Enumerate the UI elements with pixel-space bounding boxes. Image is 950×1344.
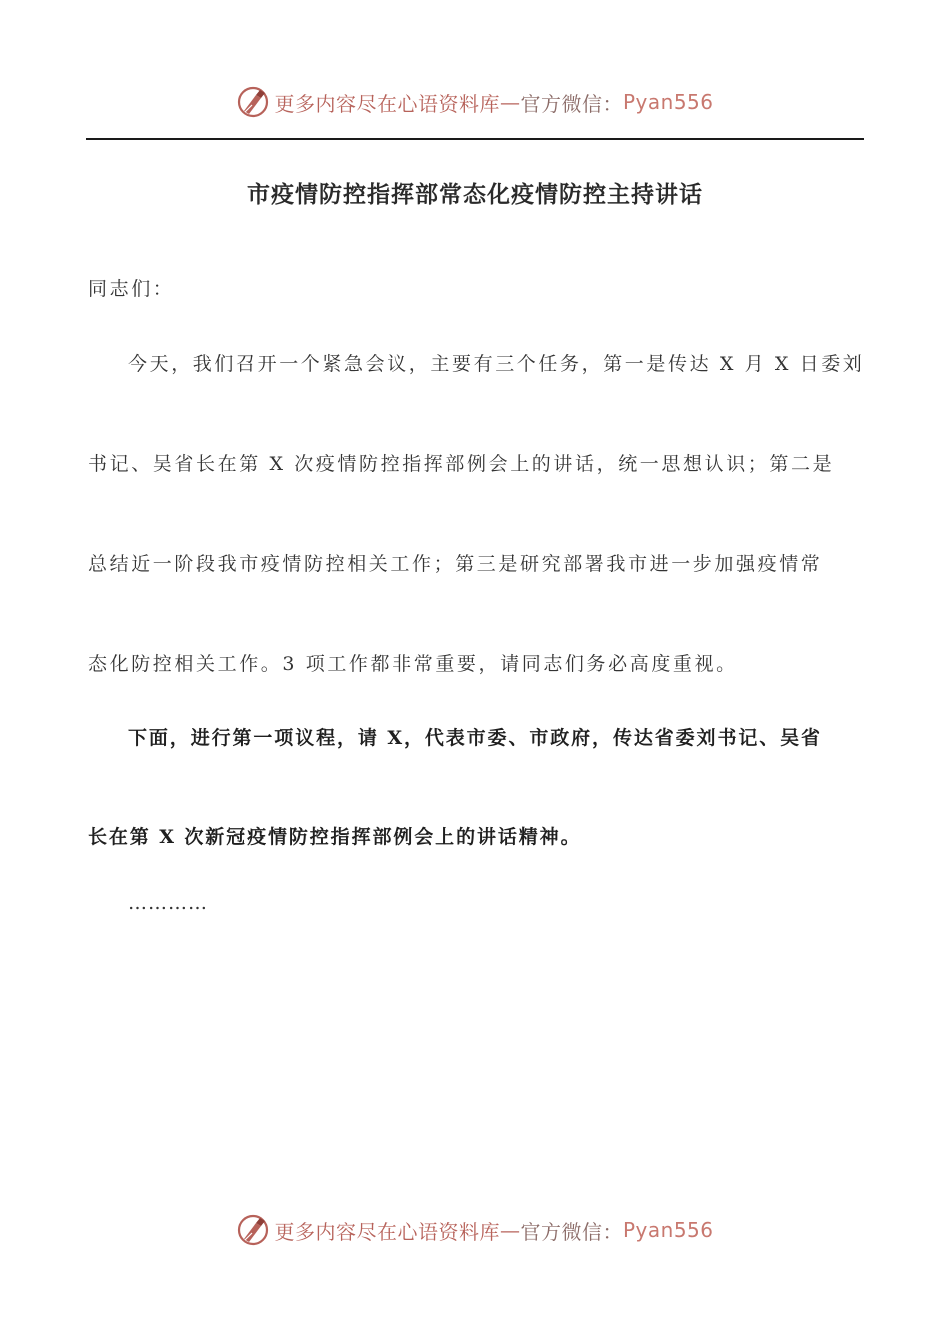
para1-line3: 总结近一阶段我市疫情防控相关工作；第三是研究部署我市进一步加强疫情常 (88, 553, 823, 575)
banner-wechat-id: Pyan556 (622, 90, 714, 114)
header-banner (0, 80, 950, 124)
ellipsis: ………… (128, 892, 208, 914)
footer-banner (0, 1208, 950, 1252)
pen-nib-logo-icon (236, 85, 270, 119)
para1-line4: 态化防控相关工作。3 项工作都非常重要，请同志们务必高度重视。 (88, 653, 738, 675)
para2-line1: 下面，进行第一项议程，请 X，代表市委、市政府，传达省委刘书记、吴省 (128, 727, 822, 749)
banner-main-text: 更多内容尽在心语资料库 (274, 91, 500, 116)
banner-main-text: 更多内容尽在心语资料库 (274, 1219, 500, 1244)
banner-wechat-id: Pyan556 (622, 1218, 714, 1242)
banner-dash: — (499, 1218, 521, 1242)
salutation: 同志们： (88, 278, 175, 300)
banner-wechat-label: 官方微信： (520, 1219, 623, 1244)
para1-line1: 今天，我们召开一个紧急会议，主要有三个任务，第一是传达 X 月 X 日委刘 (128, 353, 865, 375)
header-divider (86, 138, 864, 140)
pen-nib-logo-icon (236, 1213, 270, 1247)
banner-dash: — (499, 90, 521, 114)
document-title: 市疫情防控指挥部常态化疫情防控主持讲话 (247, 181, 703, 208)
banner-wechat-label: 官方微信： (520, 91, 623, 116)
para2-line2: 长在第 X 次新冠疫情防控指挥部例会上的讲话精神。 (88, 826, 582, 848)
para1-line2: 书记、吴省长在第 X 次疫情防控指挥部例会上的讲话，统一思想认识；第二是 (88, 453, 835, 475)
